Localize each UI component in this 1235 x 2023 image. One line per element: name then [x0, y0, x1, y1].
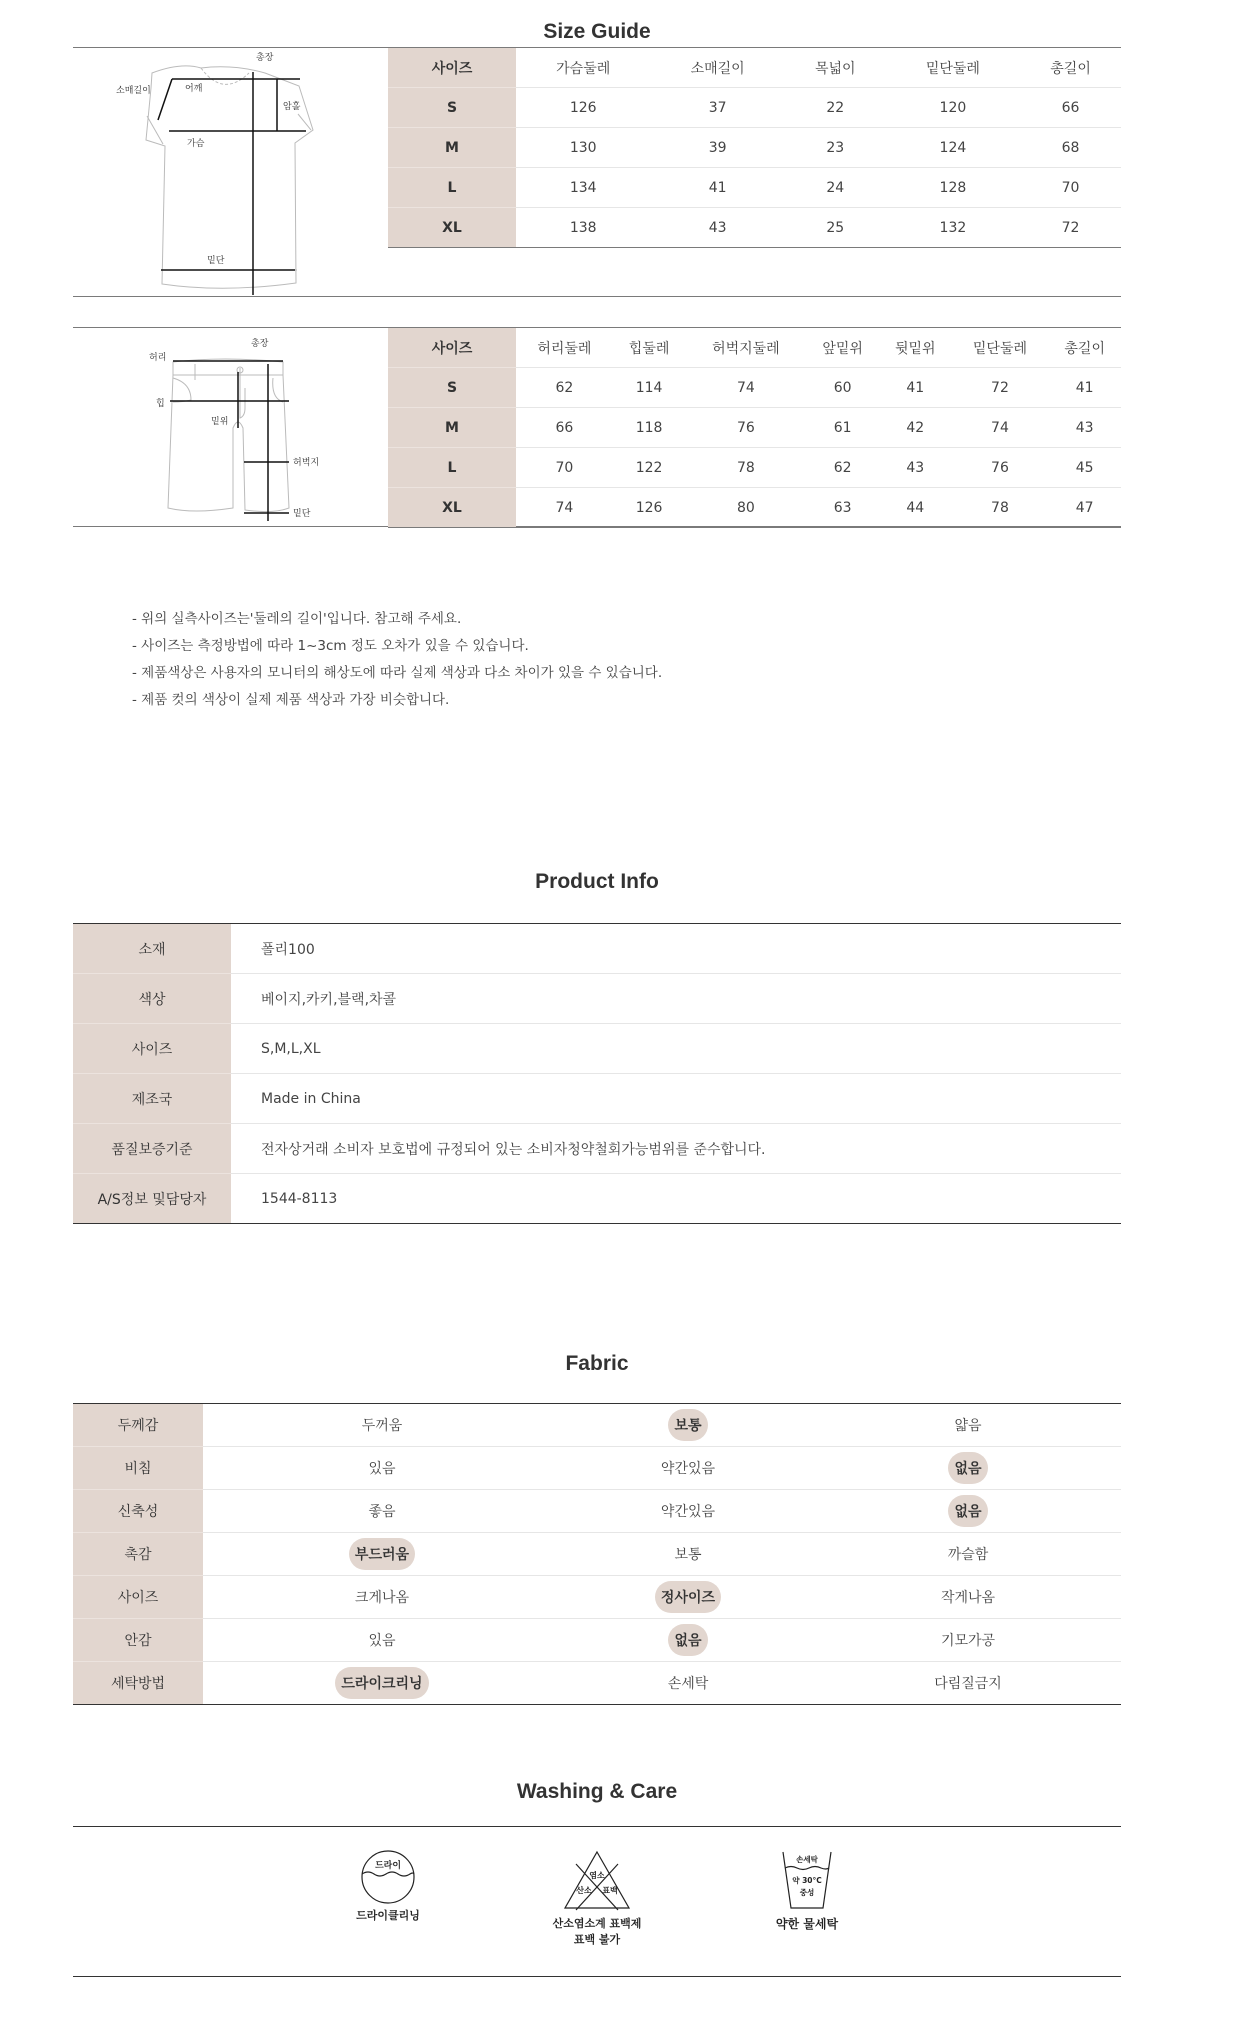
diagram-label-sleeve: 소매길이	[116, 86, 151, 96]
dry-clean-icon	[358, 1850, 418, 1904]
header-cell: 허벅지둘레	[685, 328, 806, 368]
info-value: 베이지,카키,블랙,차콜	[231, 974, 1121, 1024]
note-line: - 제품색상은 사용자의 모니터의 해상도에 따라 실제 색상과 다소 차이가 있을 수 있습니다.	[132, 665, 663, 681]
divider	[73, 296, 1121, 297]
table-cell: 41	[1048, 368, 1121, 408]
fabric-option-cell	[203, 1404, 561, 1447]
bottom-measurement-diagram	[73, 328, 383, 525]
care-caption: 약한 물세탁	[775, 1917, 839, 1931]
table-cell: 43	[879, 448, 952, 488]
fabric-row	[73, 1576, 1121, 1619]
fabric-option-cell	[815, 1447, 1121, 1490]
table-cell: 78	[685, 448, 806, 488]
fabric-option-cell	[815, 1619, 1121, 1662]
care-item-dry-clean	[318, 1850, 458, 1923]
fabric-option-selected: 드라이크리닝	[335, 1667, 428, 1699]
header-cell: 총길이	[1048, 328, 1121, 368]
care-item-no-bleach	[527, 1850, 667, 1947]
header-cell: 사이즈	[388, 328, 516, 368]
table-row	[388, 488, 1121, 528]
product-info-table	[73, 923, 1121, 1224]
table-row	[73, 1174, 1121, 1224]
fabric-option-cell	[561, 1576, 815, 1619]
table-row	[388, 368, 1121, 408]
fabric-option: 있음	[368, 1633, 396, 1649]
fabric-label: 세탁방법	[73, 1662, 203, 1705]
table-row	[388, 408, 1121, 448]
hand-wash-symbol-text: 손세탁	[796, 1855, 818, 1864]
diagram-label-thigh: 허벅지	[293, 458, 320, 468]
header-cell: 목넓이	[785, 48, 886, 88]
info-value: 전자상거래 소비자 보호법에 규정되어 있는 소비자청약철회가능범위를 준수합니다.	[231, 1124, 1121, 1174]
fabric-option: 있음	[368, 1461, 396, 1477]
top-measurement-diagram	[73, 48, 383, 295]
note-line: - 제품 컷의 색상이 실제 제품 색상과 가장 비슷합니다.	[132, 692, 450, 708]
table-cell: 41	[650, 168, 784, 208]
fabric-option-cell	[203, 1533, 561, 1576]
fabric-label: 사이즈	[73, 1576, 203, 1619]
size-guide-title: Size Guide	[543, 20, 651, 43]
size-cell: M	[388, 128, 516, 168]
diagram-label-armhole: 암홀	[283, 102, 301, 112]
info-value: 폴리100	[231, 924, 1121, 974]
diagram-label-hem: 밑단	[293, 509, 311, 519]
header-cell: 소매길이	[650, 48, 784, 88]
diagram-label-shoulder: 어깨	[185, 84, 203, 94]
diagram-label-hem: 밑단	[207, 256, 225, 266]
fabric-option-selected: 없음	[948, 1495, 987, 1527]
table-header-row	[388, 328, 1121, 368]
care-caption: 표백 불가	[573, 1933, 621, 1946]
table-cell: 126	[516, 88, 650, 128]
fabric-option: 작게나옴	[940, 1590, 996, 1606]
fabric-option: 약간있음	[660, 1461, 716, 1477]
table-cell: 44	[906, 499, 925, 516]
no-bleach-symbol-text: 표백	[602, 1886, 618, 1895]
fabric-option: 크게나옴	[354, 1590, 410, 1606]
table-cell: 24	[785, 168, 886, 208]
table-cell: 70	[1020, 168, 1121, 208]
hand-wash-symbol-text: 중성	[799, 1888, 815, 1897]
table-cell: 134	[516, 168, 650, 208]
dry-clean-symbol-text: 드라이	[374, 1861, 402, 1871]
table-row	[73, 924, 1121, 974]
info-label: 소재	[73, 924, 231, 974]
table-row	[73, 1074, 1121, 1124]
table-cell: 39	[650, 128, 784, 168]
table-cell: 25	[826, 219, 845, 236]
fabric-label: 비침	[73, 1447, 203, 1490]
table-row	[73, 1124, 1121, 1174]
hand-wash-icon	[777, 1850, 837, 1912]
fabric-option-cell	[203, 1490, 561, 1533]
note-line: - 사이즈는 측정방법에 따라 1~3cm 정도 오차가 있을 수 있습니다.	[132, 638, 529, 654]
fabric-row	[73, 1404, 1121, 1447]
info-value: 1544-8113	[261, 1190, 338, 1207]
size-cell: S	[388, 368, 516, 408]
diagram-label-total: 총장	[256, 53, 274, 63]
fabric-option: 좋음	[368, 1504, 396, 1520]
diagram-label-waist: 허리	[149, 353, 167, 363]
fabric-row	[73, 1490, 1121, 1533]
fabric-title: Fabric	[565, 1352, 629, 1375]
fabric-label: 촉감	[73, 1533, 203, 1576]
fabric-option: 약간있음	[660, 1504, 716, 1520]
divider	[73, 1826, 1121, 1827]
info-value: S,M,L,XL	[231, 1024, 1121, 1074]
table-cell: 76	[952, 448, 1049, 488]
size-cell: M	[388, 408, 516, 448]
diagram-label-hip: 힙	[156, 399, 165, 409]
fabric-option-cell	[203, 1447, 561, 1490]
no-bleach-icon	[562, 1850, 632, 1912]
table-row	[388, 448, 1121, 488]
fabric-option: 얇음	[954, 1418, 982, 1434]
fabric-option-cell	[815, 1533, 1121, 1576]
table-cell: 118	[613, 408, 686, 448]
table-row	[73, 1024, 1121, 1074]
table-cell: 74	[952, 408, 1049, 448]
fabric-option-selected: 보통	[668, 1409, 707, 1441]
fabric-row	[73, 1533, 1121, 1576]
table-cell: 132	[939, 219, 967, 236]
table-cell: 43	[708, 219, 727, 236]
size-cell: L	[388, 448, 516, 488]
fabric-option-cell	[561, 1662, 815, 1705]
table-cell: 74	[685, 368, 806, 408]
table-cell: 68	[1020, 128, 1121, 168]
fabric-option: 다림질금지	[934, 1676, 1002, 1692]
divider	[73, 1976, 1121, 1977]
fabric-row	[73, 1662, 1121, 1705]
fabric-option: 두꺼움	[361, 1418, 403, 1434]
table-cell: 66	[1020, 88, 1121, 128]
table-cell: 37	[650, 88, 784, 128]
info-label: 사이즈	[73, 1024, 231, 1074]
fabric-option-selected: 없음	[948, 1452, 987, 1484]
note-line: - 위의 실측사이즈는'둘레의 길이'입니다. 참고해 주세요.	[132, 611, 462, 627]
fabric-label: 두께감	[73, 1404, 203, 1447]
header-cell: 허리둘레	[516, 328, 613, 368]
fabric-option-cell	[203, 1662, 561, 1705]
size-notes	[132, 606, 662, 714]
care-caption: 산소염소계 표백제	[552, 1917, 642, 1930]
care-item-hand-wash	[737, 1850, 877, 1932]
table-cell: 23	[785, 128, 886, 168]
table-cell: 45	[1048, 448, 1121, 488]
header-cell: 가슴둘레	[516, 48, 650, 88]
info-label: 품질보증기준	[73, 1124, 231, 1174]
header-cell: 밑단둘레	[886, 48, 1020, 88]
header-cell: 뒷밑위	[879, 328, 952, 368]
header-cell: 밑단둘레	[952, 328, 1049, 368]
no-bleach-symbol-text: 산소	[576, 1886, 592, 1895]
table-cell: 76	[685, 408, 806, 448]
table-cell: 138	[569, 219, 597, 236]
info-value: Made in China	[231, 1074, 1121, 1124]
fabric-option-cell	[561, 1447, 815, 1490]
fabric-row	[73, 1447, 1121, 1490]
fabric-option-cell	[815, 1404, 1121, 1447]
table-row	[388, 168, 1121, 208]
table-cell: 61	[806, 408, 879, 448]
table-row	[388, 88, 1121, 128]
table-cell: 130	[516, 128, 650, 168]
washing-care-title: Washing & Care	[516, 1780, 678, 1803]
table-cell: 114	[613, 368, 686, 408]
table-cell: 122	[613, 448, 686, 488]
table-cell: 126	[635, 499, 663, 516]
bottom-size-table	[388, 327, 1121, 528]
size-cell: L	[388, 168, 516, 208]
no-bleach-symbol-text: 염소	[589, 1871, 605, 1880]
fabric-table	[73, 1403, 1121, 1705]
fabric-row	[73, 1619, 1121, 1662]
info-label: A/S정보 및담당자	[73, 1174, 231, 1224]
info-label: 색상	[73, 974, 231, 1024]
table-cell: 41	[879, 368, 952, 408]
fabric-label: 안감	[73, 1619, 203, 1662]
table-cell: 128	[886, 168, 1020, 208]
table-cell: 22	[785, 88, 886, 128]
header-cell: 총길이	[1020, 48, 1121, 88]
table-cell: 72	[1061, 219, 1080, 236]
table-row	[388, 208, 1121, 248]
table-cell: 70	[516, 448, 613, 488]
table-cell: 60	[806, 368, 879, 408]
size-cell: XL	[388, 488, 516, 528]
header-cell: 앞밑위	[806, 328, 879, 368]
fabric-option-selected: 부드러움	[349, 1538, 415, 1570]
top-size-table	[388, 47, 1121, 248]
fabric-option-selected: 없음	[668, 1624, 707, 1656]
fabric-option: 보통	[674, 1547, 702, 1563]
fabric-option-cell	[561, 1404, 815, 1447]
table-cell: 43	[1048, 408, 1121, 448]
fabric-option-cell	[815, 1576, 1121, 1619]
size-cell: XL	[388, 208, 516, 248]
fabric-option: 손세탁	[667, 1676, 709, 1692]
fabric-label: 신축성	[73, 1490, 203, 1533]
fabric-option: 까슬함	[947, 1547, 989, 1563]
fabric-option-cell	[815, 1490, 1121, 1533]
table-cell: 62	[806, 448, 879, 488]
diagram-label-rise: 밑위	[211, 417, 229, 427]
table-cell: 42	[879, 408, 952, 448]
table-row	[73, 974, 1121, 1024]
product-info-title: Product Info	[535, 870, 659, 893]
fabric-option-cell	[203, 1576, 561, 1619]
fabric-option-cell	[561, 1533, 815, 1576]
table-cell: 63	[833, 499, 852, 516]
fabric-option-cell	[203, 1619, 561, 1662]
table-cell: 78	[991, 499, 1009, 516]
care-caption: 드라이클리닝	[356, 1909, 420, 1922]
header-cell: 사이즈	[388, 48, 516, 88]
fabric-option-cell	[561, 1619, 815, 1662]
diagram-label-chest: 가슴	[187, 139, 205, 149]
table-cell: 62	[516, 368, 613, 408]
table-cell: 74	[555, 499, 574, 516]
header-cell: 힙둘레	[613, 328, 686, 368]
diagram-label-total: 총장	[251, 339, 269, 349]
fabric-option-cell	[561, 1490, 815, 1533]
table-cell: 66	[516, 408, 613, 448]
fabric-option: 기모가공	[940, 1633, 996, 1649]
size-cell: S	[388, 88, 516, 128]
fabric-option-selected: 정사이즈	[655, 1581, 721, 1613]
hand-wash-symbol-text: 약 30°C	[792, 1876, 822, 1885]
table-cell: 120	[886, 88, 1020, 128]
table-cell: 72	[952, 368, 1049, 408]
table-row	[388, 128, 1121, 168]
fabric-option-cell	[815, 1662, 1121, 1705]
table-cell: 124	[886, 128, 1020, 168]
info-label: 제조국	[73, 1074, 231, 1124]
table-cell: 80	[736, 499, 755, 516]
table-header-row	[388, 48, 1121, 88]
table-cell: 47	[1075, 499, 1094, 516]
